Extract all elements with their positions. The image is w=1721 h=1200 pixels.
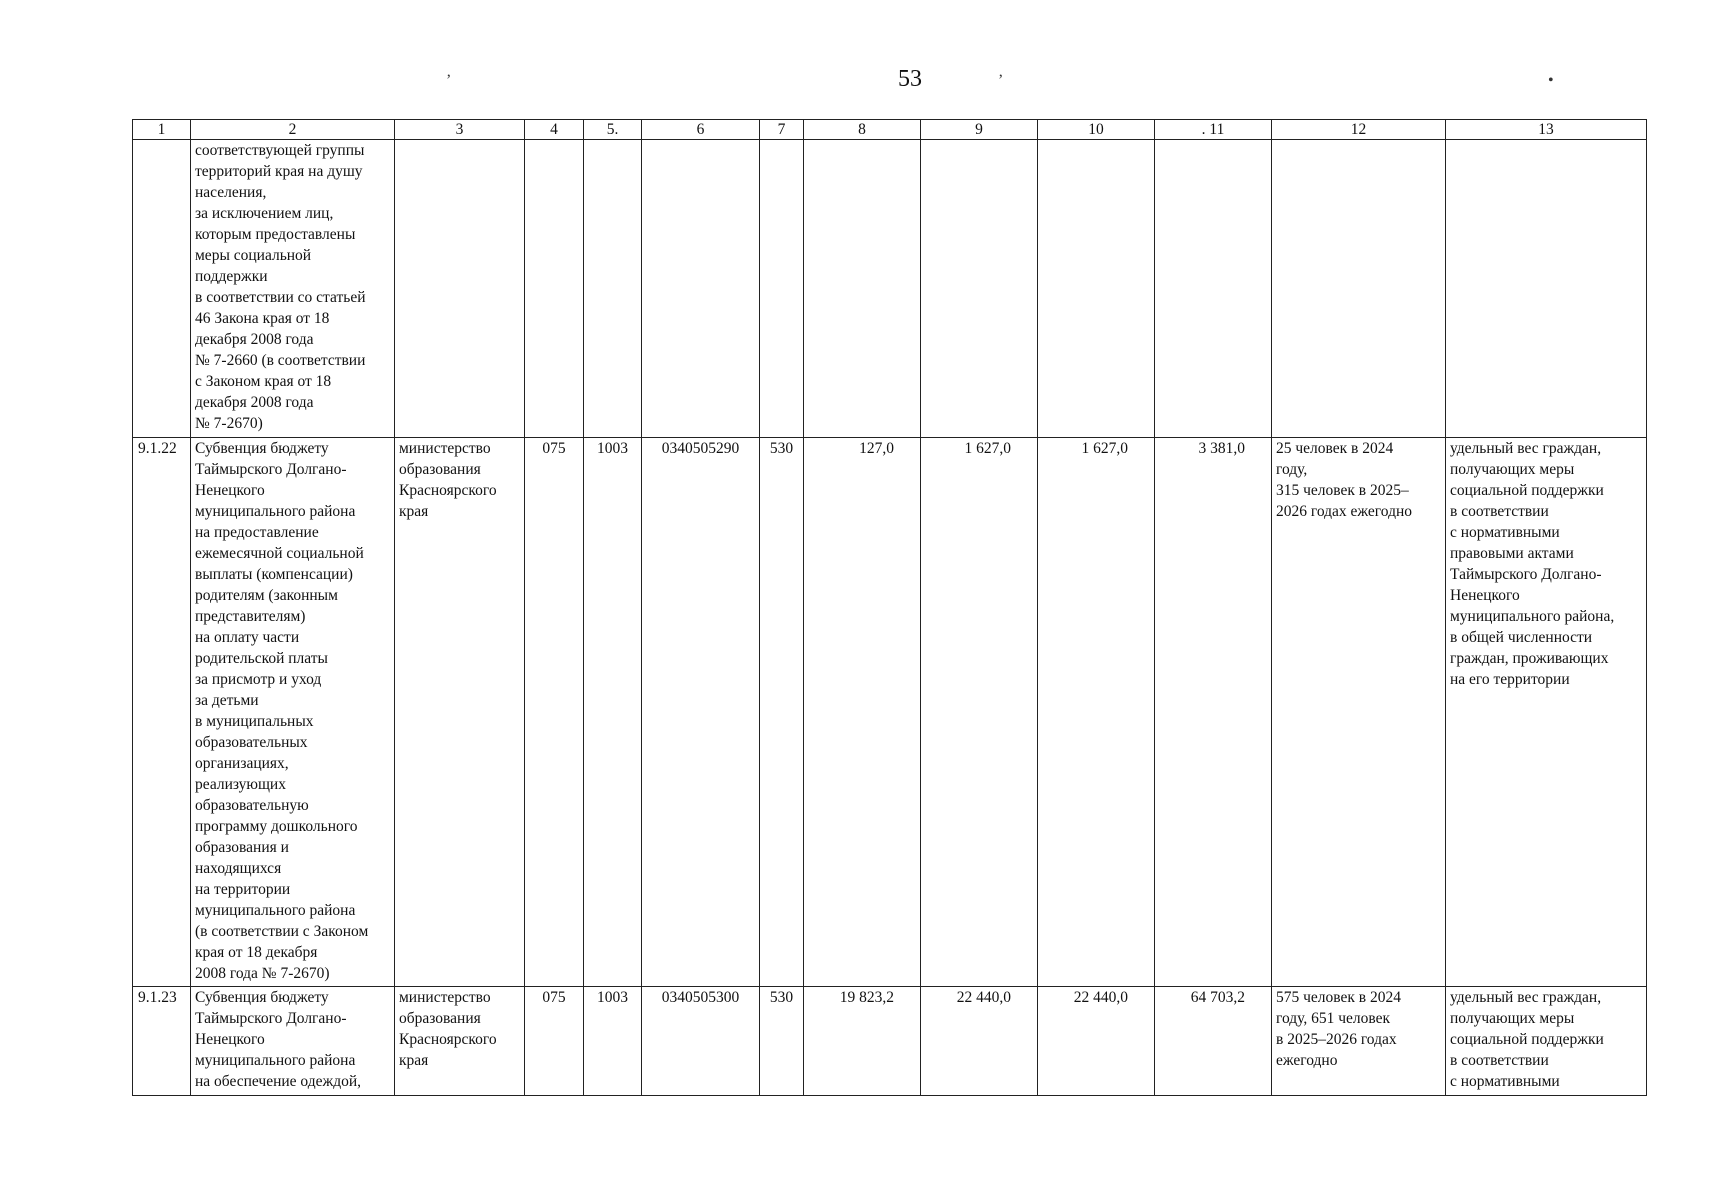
item-number: 9.1.22 xyxy=(133,438,191,987)
item-administrator: министерство образования Красноярского края xyxy=(395,438,525,987)
item-code-target: 0340505290 xyxy=(642,438,760,987)
item-expected-result: 25 человек в 2024 году, 315 человек в 2025– 2026 годах ежегодно xyxy=(1272,438,1446,987)
item-number: 9.1.23 xyxy=(133,987,191,1096)
table-row xyxy=(133,140,1647,438)
item-amount-2025: 22 440,0 xyxy=(921,987,1038,1096)
column-header: 4 xyxy=(525,120,584,140)
item-code-grbs: 075 xyxy=(525,438,584,987)
column-header: 10 xyxy=(1038,120,1155,140)
item-name: Субвенция бюджету Таймырского Долгано- Ненецкого муниципального района на обеспечение одеждой, xyxy=(191,987,395,1096)
item-code-target xyxy=(642,140,760,438)
item-amount-2024: 127,0 xyxy=(804,438,921,987)
item-amount-total xyxy=(1155,140,1272,438)
item-administrator xyxy=(395,140,525,438)
item-amount-2025 xyxy=(921,140,1038,438)
item-code-grbs: 075 xyxy=(525,987,584,1096)
item-amount-2026 xyxy=(1038,140,1155,438)
column-header: 9 xyxy=(921,120,1038,140)
item-amount-2024 xyxy=(804,140,921,438)
item-code-expense: 530 xyxy=(760,987,804,1096)
item-code-expense: 530 xyxy=(760,438,804,987)
column-header: . 11 xyxy=(1155,120,1272,140)
table-row xyxy=(133,987,1647,1096)
column-header: 2 xyxy=(191,120,395,140)
column-numbers-row xyxy=(133,120,1647,140)
item-amount-total: 3 381,0 xyxy=(1155,438,1272,987)
item-code-grbs xyxy=(525,140,584,438)
item-code-section: 1003 xyxy=(584,987,642,1096)
item-indicator: удельный вес граждан, получающих меры социальной поддержки в соответствии с нормативными правовыми актами Таймырского Долгано- Ненецкого муниципального района, в общей численности граждан, проживающих на его территории xyxy=(1446,438,1647,987)
item-code-target: 0340505300 xyxy=(642,987,760,1096)
column-header: 6 xyxy=(642,120,760,140)
budget-table xyxy=(132,119,1647,1096)
column-header: 13 xyxy=(1446,120,1647,140)
scan-speck: ’ xyxy=(446,72,452,89)
column-header: 5. xyxy=(584,120,642,140)
item-code-section xyxy=(584,140,642,438)
item-number xyxy=(133,140,191,438)
item-indicator: удельный вес граждан, получающих меры социальной поддержки в соответствии с нормативными xyxy=(1446,987,1647,1096)
item-administrator: министерство образования Красноярского края xyxy=(395,987,525,1096)
page-number: 53 xyxy=(898,66,922,92)
item-amount-2026: 1 627,0 xyxy=(1038,438,1155,987)
table-row xyxy=(133,438,1647,987)
item-name: соответствующей группы территорий края на душу населения, за исключением лиц, которым предоставлены меры социальной поддержки в соответствии со статьей 46 Закона края от 18 декабря 2008 года № 7-2660 (в соответствии с Законом края от 18 декабря 2008 года № 7-2670) xyxy=(191,140,395,438)
item-code-section: 1003 xyxy=(584,438,642,987)
column-header: 8 xyxy=(804,120,921,140)
scan-speck: ’ xyxy=(998,72,1004,89)
item-expected-result: 575 человек в 2024 году, 651 человек в 2025–2026 годах ежегодно xyxy=(1272,987,1446,1096)
item-amount-2026: 22 440,0 xyxy=(1038,987,1155,1096)
column-header: 12 xyxy=(1272,120,1446,140)
column-header: 7 xyxy=(760,120,804,140)
item-amount-total: 64 703,2 xyxy=(1155,987,1272,1096)
item-amount-2025: 1 627,0 xyxy=(921,438,1038,987)
item-name: Субвенция бюджету Таймырского Долгано- Ненецкого муниципального района на предоставление ежемесячной социальной выплаты (компенсации) родителям (законным представителям) на оплату части родительской платы за присмотр и уход за детьми в муниципальных образовательных организациях, реализующих образовательную программу дошкольного образования и находящихся на территории муниципального района (в соответствии с Законом края от 18 декабря 2008 года № 7-2670) xyxy=(191,438,395,987)
item-amount-2024: 19 823,2 xyxy=(804,987,921,1096)
item-indicator xyxy=(1446,140,1647,438)
column-header: 3 xyxy=(395,120,525,140)
item-code-expense xyxy=(760,140,804,438)
item-expected-result xyxy=(1272,140,1446,438)
scan-speck: • xyxy=(1548,72,1554,89)
column-header: 1 xyxy=(133,120,191,140)
